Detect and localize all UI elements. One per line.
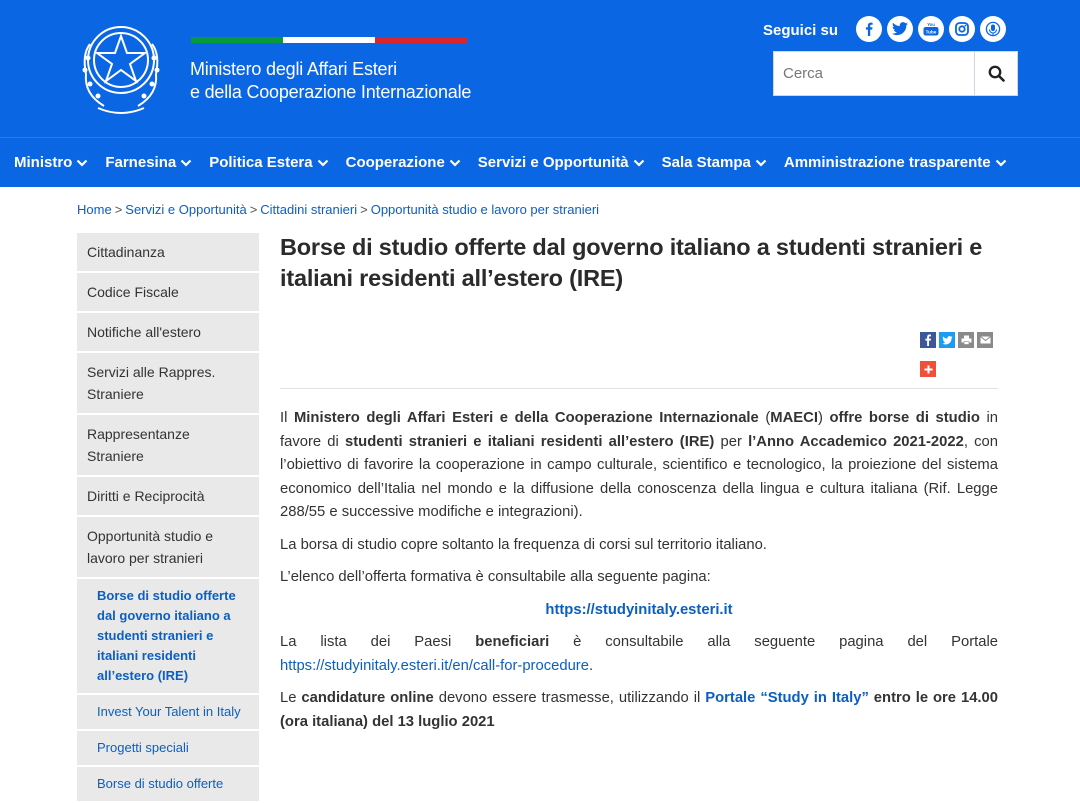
breadcrumb — [77, 202, 599, 217]
share-facebook-icon[interactable] — [920, 332, 936, 348]
text-bold: studenti stranieri e italiani residenti all’estero (IRE) — [345, 433, 715, 450]
svg-text:You: You — [927, 22, 935, 27]
search-icon — [988, 65, 1005, 82]
breadcrumb-separator: > — [360, 202, 368, 217]
main-content — [280, 232, 998, 730]
text: in favore di — [280, 410, 998, 450]
email-icon[interactable] — [977, 332, 993, 348]
nav-item-farnesina[interactable] — [105, 154, 192, 171]
sidebar-subitem-borse-ire[interactable]: Borse di studio offerte dal governo italiano a studenti stranieri e italiani residenti all’estero (IRE) — [77, 579, 259, 693]
article-body — [280, 407, 998, 743]
search-input[interactable] — [774, 52, 974, 95]
sidebar-item-servizi-rappres[interactable]: Servizi alle Rappres. Straniere — [77, 353, 259, 413]
breadcrumb-servizi[interactable]: Servizi e Opportunità — [125, 202, 247, 217]
chevron-down-icon — [755, 159, 767, 167]
breadcrumb-separator: > — [249, 202, 258, 217]
nav-item-sala-stampa[interactable] — [662, 154, 767, 171]
nav-label: Servizi e Opportunità — [477, 154, 629, 171]
text: ( — [758, 410, 771, 426]
twitter-icon[interactable] — [887, 16, 913, 42]
nav-item-cooperazione[interactable] — [346, 154, 461, 171]
text-bold: candidature online — [301, 690, 434, 706]
text: è consultabile alla seguente pagina del Portale — [549, 634, 998, 650]
podcast-icon[interactable] — [980, 16, 1006, 42]
chevron-down-icon — [995, 159, 1007, 167]
text-bold: entro le ore 14.00 (ora italiana) del 13 luglio 2021 — [280, 690, 998, 730]
nav-item-servizi[interactable] — [478, 154, 645, 171]
search-button[interactable] — [974, 52, 1017, 95]
nav-item-politica-estera[interactable] — [209, 154, 328, 171]
chevron-down-icon — [449, 159, 461, 167]
sidebar-subitem-borse-offerte[interactable]: Borse di studio offerte — [77, 767, 259, 801]
ministry-name[interactable] — [190, 58, 471, 104]
republic-emblem-logo[interactable] — [76, 14, 166, 118]
text-bold: MAECI — [770, 410, 818, 426]
social-links — [856, 16, 1006, 42]
nav-item-ministro[interactable] — [14, 154, 88, 171]
print-icon[interactable] — [958, 332, 974, 348]
ministry-name-line2: e della Cooperazione Internazionale — [190, 82, 472, 102]
nav-label: Farnesina — [105, 154, 177, 171]
nav-label: Amministrazione trasparente — [783, 154, 991, 171]
site-header — [0, 0, 1080, 137]
paragraph-coverage: La borsa di studio copre soltanto la frequenza di corsi sul territorio italiano. — [280, 536, 767, 553]
nav-label: Cooperazione — [345, 154, 445, 171]
study-in-italy-link[interactable]: https://studyinitaly.esteri.it — [545, 601, 733, 618]
text: per — [714, 433, 749, 450]
paragraph-offer: L’elenco dell’offerta formativa è consultabile alla seguente pagina: — [280, 569, 711, 585]
text: devono essere trasmesse, utilizzando il — [433, 690, 706, 706]
paragraph-intro — [280, 407, 998, 525]
text-bold: l’Anno Accademico 2021-2022 — [748, 433, 964, 450]
sidebar-subitem-progetti-speciali[interactable]: Progetti speciali — [77, 731, 259, 765]
nav-label: Politica Estera — [209, 154, 313, 171]
text: Il — [280, 410, 294, 426]
chevron-down-icon — [317, 159, 329, 167]
sidebar-nav — [77, 233, 259, 803]
share-bar — [920, 332, 993, 348]
text-bold: beneficiari — [475, 634, 550, 650]
youtube-icon[interactable] — [918, 16, 944, 42]
sidebar-item-opportunita[interactable]: Opportunità studio e lavoro per stranieri — [77, 517, 259, 577]
italian-flag-line — [191, 37, 467, 43]
chevron-down-icon — [633, 159, 645, 167]
paragraph-applications — [280, 687, 998, 734]
text-bold: Ministero degli Affari Esteri e della Cooperazione Internazionale — [293, 410, 759, 426]
sidebar-subitem-invest-talent[interactable]: Invest Your Talent in Italy — [77, 695, 259, 729]
text-bold: offre borse di studio — [829, 410, 980, 426]
chevron-down-icon — [180, 159, 192, 167]
nav-label: Sala Stampa — [661, 154, 751, 171]
nav-item-amministrazione[interactable] — [784, 154, 1007, 171]
main-nav — [0, 137, 1080, 187]
chevron-down-icon — [76, 159, 88, 167]
sidebar-item-rappresentanze[interactable]: Rappresentanze Straniere — [77, 415, 259, 475]
text: . — [588, 657, 594, 674]
page-title: Borse di studio offerte dal governo italiano a studenti stranieri e italiani residenti all’estero (IRE) — [280, 234, 983, 291]
share-twitter-icon[interactable] — [939, 332, 955, 348]
breadcrumb-home[interactable]: Home — [77, 202, 112, 217]
share-more-icon[interactable] — [920, 361, 936, 377]
sidebar-item-cittadinanza[interactable]: Cittadinanza — [77, 233, 259, 271]
svg-text:Tube: Tube — [925, 29, 937, 35]
sidebar-item-diritti[interactable]: Diritti e Reciprocità — [77, 477, 259, 515]
breadcrumb-opportunita[interactable]: Opportunità studio e lavoro per stranieri — [370, 202, 600, 217]
facebook-icon[interactable] — [856, 16, 882, 42]
text: , con l’obiettivo di favorire la cooperazione in campo culturale, scientifico e tecnologico, la proiezione del sistema economico dell’Italia nel mondo e la diffusione della conoscenza della lingua e cultura italiana (Rif. Legge 288/55 e successive modifiche e integrazioni). — [280, 433, 998, 520]
link-paragraph — [280, 599, 998, 623]
portale-study-in-italy-link[interactable]: Portale “Study in Italy” — [705, 690, 869, 706]
search-box — [773, 51, 1018, 96]
follow-label: Seguici su — [763, 22, 839, 39]
text: Le — [280, 690, 302, 706]
divider — [280, 388, 998, 389]
sidebar-item-codice-fiscale[interactable]: Codice Fiscale — [77, 273, 259, 311]
paragraph-beneficiaries — [280, 631, 998, 678]
nav-label: Ministro — [14, 154, 73, 171]
text: ) — [817, 410, 830, 426]
breadcrumb-separator: > — [114, 202, 123, 217]
instagram-icon[interactable] — [949, 16, 975, 42]
text: La lista dei Paesi — [280, 634, 476, 650]
call-for-procedure-link[interactable]: https://studyinitaly.esteri.it/en/call-for-procedure — [280, 657, 589, 674]
sidebar-item-notifiche[interactable]: Notifiche all'estero — [77, 313, 259, 351]
ministry-name-line1: Ministero degli Affari Esteri — [190, 59, 397, 79]
breadcrumb-cittadini-stranieri[interactable]: Cittadini stranieri — [260, 202, 358, 217]
